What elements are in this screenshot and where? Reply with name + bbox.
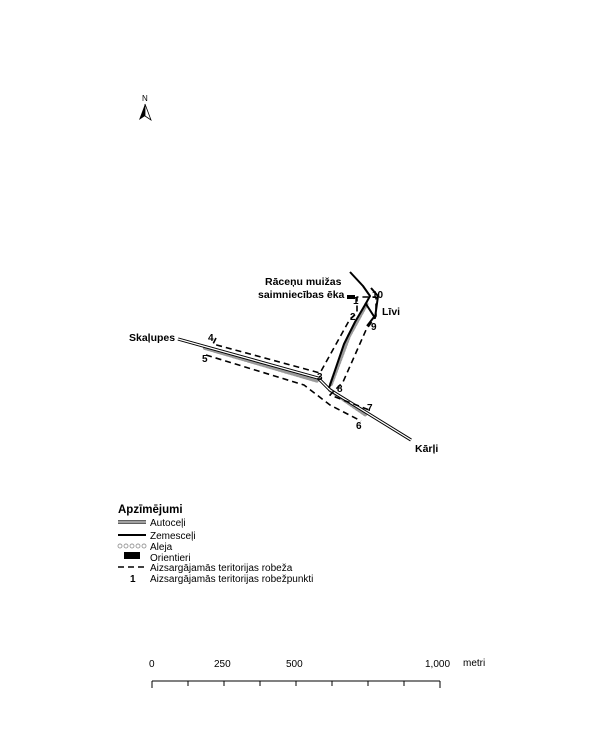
- legend-title: Apzīmējumi: [118, 504, 183, 516]
- point-7: 7: [367, 403, 373, 414]
- point-6: 6: [356, 421, 362, 432]
- scale-tick-1000: 1,000: [425, 659, 451, 670]
- place-livi: Līvi: [382, 306, 401, 318]
- scale-bar: [149, 658, 485, 688]
- point-8: 8: [337, 384, 343, 395]
- north-arrow: [139, 94, 151, 120]
- legend-symbol-circles-icon: [118, 544, 146, 548]
- point-3: 3: [317, 372, 323, 383]
- scale-tick-500: 500: [286, 659, 303, 670]
- legend: [118, 504, 313, 585]
- place-muiza-line2: saimniecības ēka: [258, 289, 345, 301]
- main-road: [178, 339, 411, 440]
- point-4: 4: [208, 333, 214, 344]
- scale-tick-250: 250: [214, 659, 231, 670]
- legend-label-boundary-points: Aizsargājamās teritorijas robežpunkti: [150, 574, 314, 585]
- legend-label-boundary: Aizsargājamās teritorijas robeža: [150, 563, 293, 574]
- north-arrow-left-icon: [139, 104, 145, 120]
- legend-label-roads: Autoceļi: [150, 518, 186, 529]
- point-9: 9: [371, 322, 377, 333]
- north-label: N: [142, 94, 148, 103]
- place-karli: Kārļi: [415, 443, 439, 455]
- point-1: 1: [353, 296, 359, 307]
- legend-label-alley: Aleja: [150, 542, 173, 553]
- legend-symbol-number: 1: [130, 574, 136, 585]
- place-muiza-line1: Rāceņu muižas: [265, 276, 342, 288]
- point-10: 10: [372, 290, 384, 301]
- place-skalupes: Skaļupes: [129, 332, 176, 344]
- point-2: 2: [350, 312, 356, 323]
- legend-label-landmarks: Orientieri: [150, 553, 191, 564]
- north-arrow-right-icon: [145, 104, 151, 120]
- point-5: 5: [202, 354, 208, 365]
- scale-tick-0: 0: [149, 659, 155, 670]
- legend-symbol-filled-rect-icon: [124, 552, 140, 559]
- legend-label-dirt-roads: Zemesceļi: [150, 531, 196, 542]
- scale-unit: metri: [463, 658, 486, 669]
